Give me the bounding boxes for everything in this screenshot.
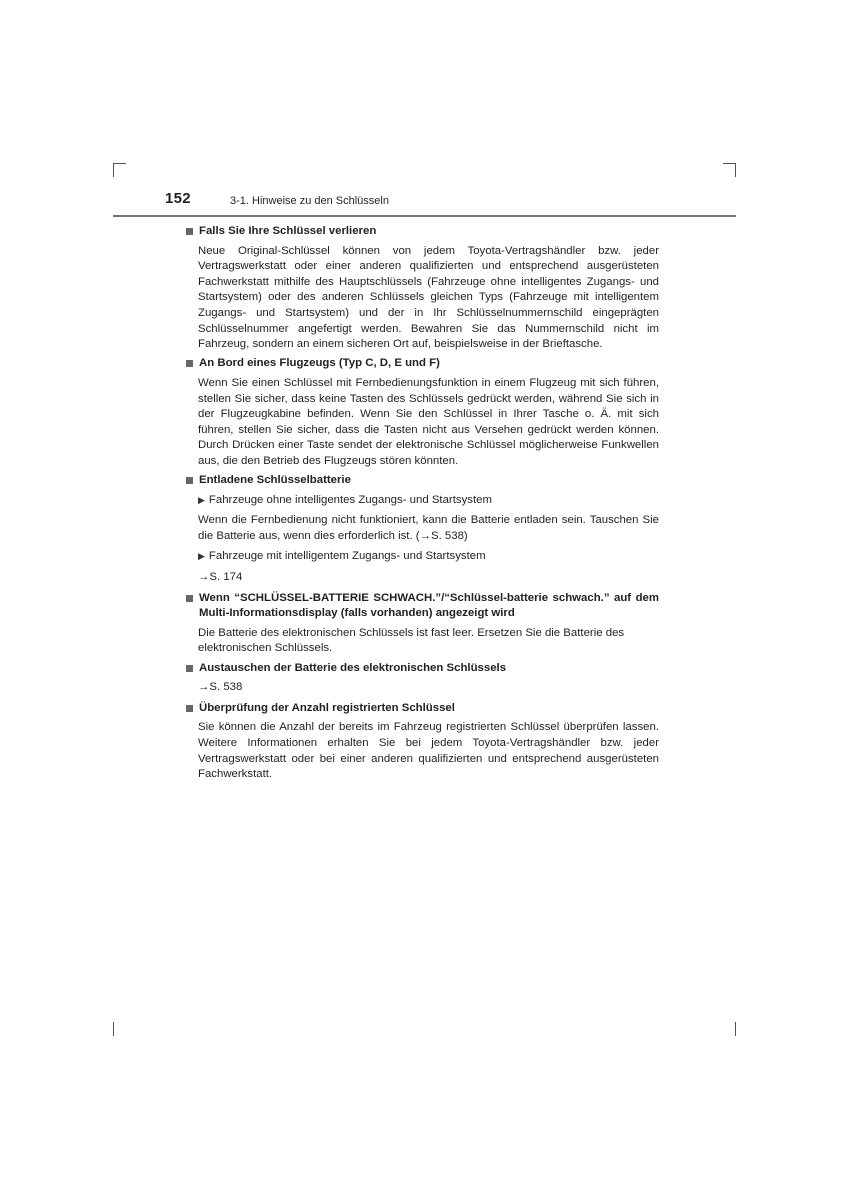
page-reference: →S. 538 (198, 681, 243, 694)
page-reference: →S. 174 (198, 571, 243, 584)
section-body: Sie können die Anzahl der bereits im Fahrzeug registrierten Schlüssel überprüfen lassen. Weitere Informationen erhalten Sie bei jedem Toyota-Vertragshändler bzw. jeder Vertragswerkstatt oder bei einer anderen qualifizierten und entsprechend ausgerüsteten Fachwerkstatt. (198, 721, 659, 781)
crop-mark-bottom-right (735, 1022, 736, 1036)
section-heading-text: Austauschen der Batterie des elektronischen Schlüssels (199, 661, 507, 674)
section-heading (184, 591, 659, 622)
crop-mark-top-left-v (113, 163, 114, 177)
section-body: Wenn die Fernbedienung nicht funktioniert, kann die Batterie entladen sein. Tauschen Sie die Batterie aus, wenn dies erforderlich ist. (→S. 538) (198, 514, 659, 542)
crop-mark-top-right-v (735, 163, 736, 177)
section-body: Neue Original-Schlüssel können von jedem Toyota-Vertragshändler bzw. jeder Vertragswerkstatt oder einer anderen qualifizierten und entsprechend ausgerüsteten Fachwerkstatt mithilfe des Hauptschlüssels (Fahrzeuge ohne intelligentes Zugangs- und Startsystem) oder des anderen Schlüssels gleichen Typs (Fahrzeuge mit intelligentem Zugangs- und Startsystem) und der in Ihr Schlüsselnummernschild eingeprägten Schlüsselnummer angefertigt werden. Bewahren Sie das Nummernschild nicht im Fahrzeug, sondern an einem sicheren Ort auf, beispielsweise in der Brieftasche. (198, 244, 659, 351)
section-discharged-battery (184, 473, 659, 586)
square-bullet-icon (186, 705, 193, 712)
section-replace-battery (184, 661, 659, 696)
triangle-right-icon: ▶ (198, 551, 205, 562)
crop-mark-top-right-h (723, 163, 736, 164)
crop-mark-bottom-left (113, 1022, 114, 1036)
running-head: 3-1. Hinweise zu den Schlüsseln (230, 195, 389, 207)
section-heading (184, 701, 659, 717)
page-number: 152 (165, 190, 191, 207)
section-body: Die Batterie des elektronischen Schlüssels ist fast leer. Ersetzen Sie die Batterie des elektronischen Schlüssels. (198, 626, 625, 655)
section-battery-warning (184, 591, 659, 657)
section-heading-text: Entladene Schlüsselbatterie (199, 474, 351, 487)
square-bullet-icon (186, 228, 193, 235)
section-heading (184, 356, 659, 372)
section-aircraft (184, 356, 659, 469)
subitem-label: Fahrzeuge ohne intelligentes Zugangs- und Startsystem (208, 493, 492, 506)
section-body: Wenn Sie einen Schlüssel mit Fernbedienungsfunktion in einem Flugzeug mit sich führen, stellen Sie sicher, dass keine Tasten des Schlüssels gedrückt werden, während Sie sich in der Flugzeugkabine befinden. Wenn Sie den Schlüssel in Ihrer Tasche o. Ä. mit sich führen, stellen Sie sicher, dass die Tasten nicht aus Versehen gedrückt werden können. Durch Drücken einer Taste sendet der elektronische Schlüssel möglicherweise Funkwellen aus, die den Betrieb des Flugzeugs stören könnten. (198, 376, 659, 467)
section-heading-text: An Bord eines Flugzeugs (Typ C, D, E und F) (199, 357, 440, 370)
subitem-without-smart-entry (198, 493, 659, 509)
square-bullet-icon (186, 477, 193, 484)
subitem-label: Fahrzeuge mit intelligentem Zugangs- und Startsystem (208, 550, 486, 563)
square-bullet-icon (186, 665, 193, 672)
square-bullet-icon (186, 360, 193, 367)
triangle-right-icon: ▶ (198, 494, 205, 505)
section-heading (184, 661, 659, 677)
square-bullet-icon (186, 595, 193, 602)
section-heading-text: Überprüfung der Anzahl registrierten Schlüssel (199, 701, 455, 714)
header-rule (113, 215, 736, 217)
subitem-with-smart-entry (198, 549, 659, 565)
section-heading (184, 224, 659, 240)
section-registered-keys (184, 701, 659, 783)
section-lost-keys (184, 224, 659, 353)
page-content (184, 224, 659, 786)
section-heading (184, 473, 659, 489)
section-heading-text: Wenn “SCHLÜSSEL-BATTERIE SCHWACH.”/“Schlüssel-batterie schwach.” auf dem Multi-Informationsdisplay (falls vorhanden) angezeigt wird (199, 591, 659, 620)
section-heading-text: Falls Sie Ihre Schlüssel verlieren (199, 225, 377, 237)
crop-mark-top-left-h (113, 163, 126, 164)
